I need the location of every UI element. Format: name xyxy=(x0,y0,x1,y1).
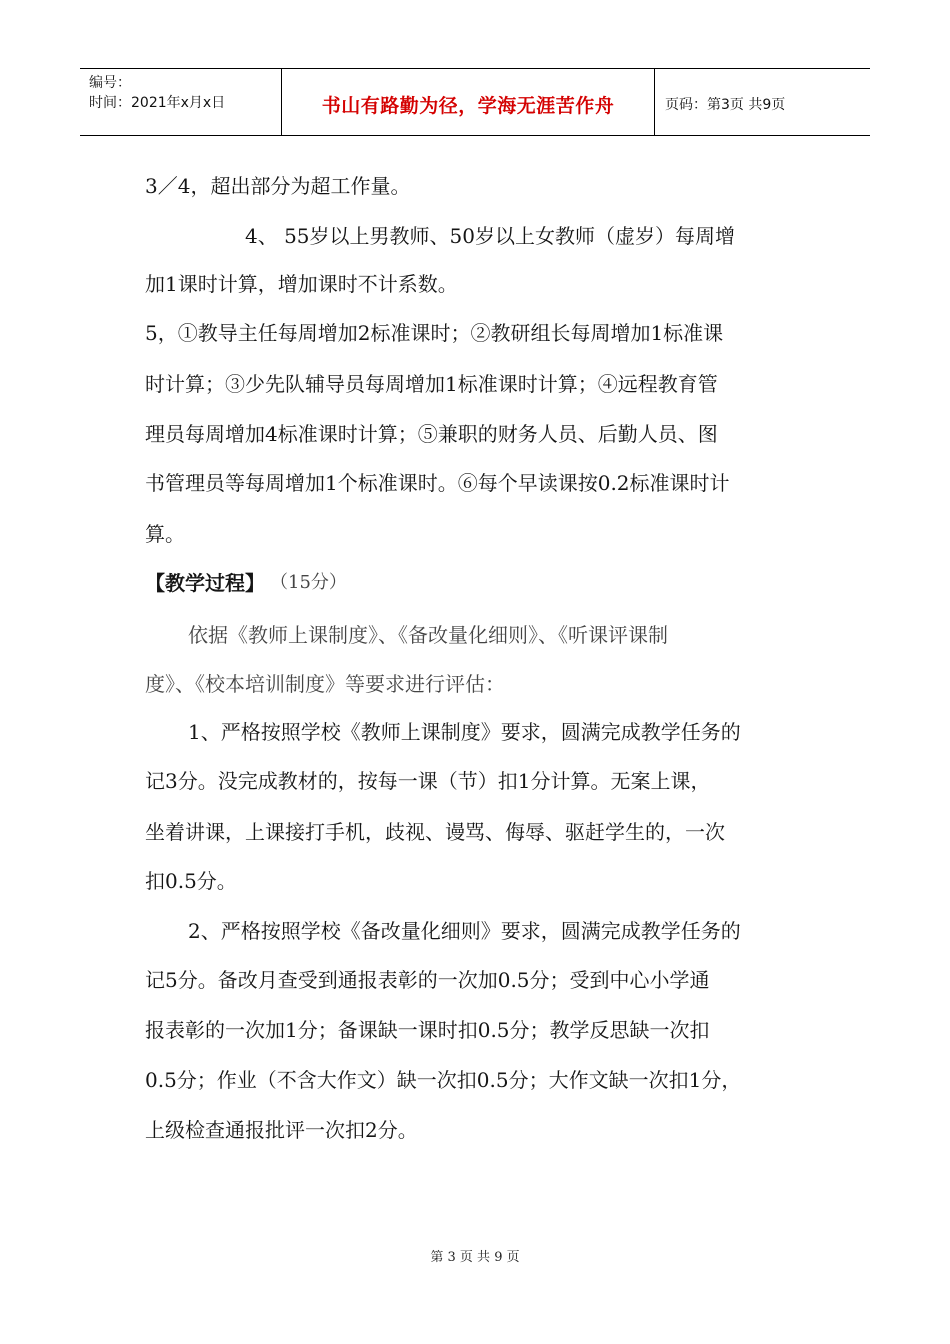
section-score: （15分） xyxy=(270,572,347,593)
header-motto: 书山有路勤为径，学海无涯苦作舟 xyxy=(282,69,655,135)
body-line: 0.5分；作业（不含大作文）缺一次扣0.5分；大作文缺一次扣1分， xyxy=(145,1068,742,1092)
header-page-number: 页码：第3页 共9页 xyxy=(665,97,786,113)
page-header xyxy=(80,68,870,136)
page-footer: 第 3 页 共 9 页 xyxy=(430,1250,520,1265)
body-line: 5，①教导主任每周增加2标准课时；②教研组长每周增加1标准课 xyxy=(145,321,724,345)
body-line: 2、严格按照学校《备改量化细则》要求，圆满完成教学任务的 xyxy=(188,919,741,943)
body-line: 3／4，超出部分为超工作量。 xyxy=(145,174,411,198)
document-date-label: 时间：2021年x月x日 xyxy=(89,95,226,111)
body-line: 加1课时计算，增加课时不计系数。 xyxy=(145,272,458,296)
body-line: 坐着讲课，上课接打手机，歧视、谩骂、侮辱、驱赶学生的，一次 xyxy=(145,820,725,844)
body-line: 度》、《校本培训制度》等要求进行评估： xyxy=(145,672,505,696)
body-line: 依据《教师上课制度》、《备改量化细则》、《听课评课制 xyxy=(188,623,668,647)
body-line: 扣0.5分。 xyxy=(145,869,237,893)
document-number-label: 编号： xyxy=(89,75,131,91)
body-line: 算。 xyxy=(145,522,185,546)
body-line: 记5分。备改月查受到通报表彰的一次加0.5分；受到中心小学通 xyxy=(145,968,710,992)
body-line: 时计算；③少先队辅导员每周增加1标准课时计算；④远程教育管 xyxy=(145,372,718,396)
body-line: 理员每周增加4标准课时计算；⑤兼职的财务人员、后勤人员、图 xyxy=(145,422,718,446)
body-line: 1、严格按照学校《教师上课制度》要求，圆满完成教学任务的 xyxy=(188,720,741,744)
body-line: 记3分。没完成教材的，按每一课（节）扣1分计算。无案上课， xyxy=(145,769,711,793)
section-heading: 【教学过程】 xyxy=(145,571,265,595)
body-line: 上级检查通报批评一次扣2分。 xyxy=(145,1118,418,1142)
body-line: 4、 55岁以上男教师、50岁以上女教师（虚岁）每周增 xyxy=(245,224,735,248)
body-line: 书管理员等每周增加1个标准课时。⑥每个早读课按0.2标准课时计 xyxy=(145,471,730,495)
header-meta xyxy=(80,69,282,135)
body-line: 报表彰的一次加1分；备课缺一课时扣0.5分；教学反思缺一次扣 xyxy=(145,1018,710,1042)
